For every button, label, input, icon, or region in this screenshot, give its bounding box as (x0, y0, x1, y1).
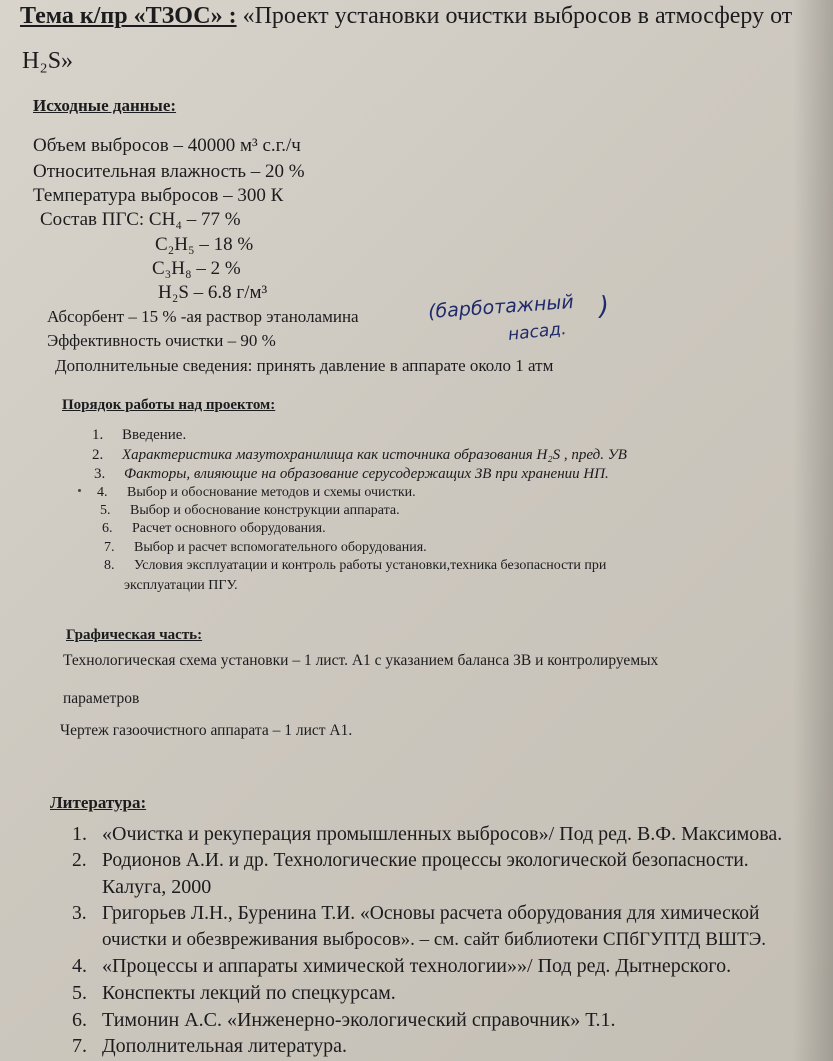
graphics-line-3: Чертеж газоочистного аппарата – 1 лист А1. (60, 722, 353, 739)
literature-item-5: 5. Конспекты лекций по спецкурсам. (72, 982, 396, 1004)
literature-heading: Литература: (50, 793, 147, 812)
literature-item-3: 3. Григорьев Л.Н., Буренина Т.И. «Основы расчета оборудования для химической (72, 903, 760, 924)
work-item-4: 4. Выбор и обоснование методов и схемы очистки. (97, 485, 416, 500)
handwritten-note-2: насад. (507, 318, 568, 346)
topic-label: Тема к/пр «ТЗОС» : (20, 3, 237, 29)
literature-item-2: 2. Родионов А.И. и др. Технологические процессы экологической безопасности. (72, 850, 749, 871)
title-line-1 (20, 3, 792, 30)
work-order-heading: Порядок работы над проектом: (62, 397, 276, 413)
work-item-1: 1. Введение. (92, 427, 187, 443)
graphics-line-2: параметров (63, 690, 140, 707)
additional-info: Дополнительные сведения: принять давление в аппарате около 1 атм (55, 356, 554, 375)
title-line-2: H₂S» (22, 48, 74, 74)
emission-volume: Объем выбросов – 40000 м³ с.г./ч (33, 135, 301, 156)
handwritten-paren: ) (595, 291, 611, 323)
literature-item-4: 4. «Процессы и аппараты химической технологии»»/ Под ред. Дытнерского. (72, 955, 732, 977)
composition-c3h8: C₃H₈ – 2 % (152, 258, 241, 279)
project-title: «Проект установки очистки выбросов в атмосферу от (242, 3, 793, 29)
work-item-6: 6. Расчет основного оборудования. (102, 521, 326, 536)
absorbent: Абсорбент – 15 % -ая раствор этаноламина (47, 307, 359, 326)
composition-ch4: Состав ПГС: CH₄ – 77 % (40, 209, 241, 230)
literature-item-3-cont: очистки и обезвреживания выбросов». – см. сайт библиотеки СПбГУПТД ВШТЭ. (102, 929, 766, 950)
literature-item-7: 7. Дополнительная литература. (72, 1035, 347, 1057)
composition-c2h5: C₂H₅ – 18 % (155, 234, 254, 255)
initial-data-heading: Исходные данные: (33, 96, 177, 115)
literature-item-2-cont: Калуга, 2000 (102, 876, 212, 898)
literature-item-6: 6. Тимонин А.С. «Инженерно-экологический справочник» Т.1. (72, 1009, 616, 1031)
graphics-line-1: Технологическая схема установки – 1 лист. А1 с указанием баланса ЗВ и контролируемых (63, 652, 659, 669)
work-item-8-cont: эксплуатации ПГУ. (124, 578, 238, 593)
composition-h2s: H₂S – 6.8 г/м³ (158, 282, 268, 303)
work-item-2: 2. Характеристика мазутохранилища как источника образования H₂S , пред. УВ (92, 447, 627, 463)
work-item-7: 7. Выбор и расчет вспомогательного оборудования. (104, 540, 427, 555)
relative-humidity: Относительная влажность – 20 % (33, 161, 305, 182)
handwritten-note-1: (барботажный (427, 290, 575, 324)
literature-item-1: 1. «Очистка и рекуперация промышленных выбросов»/ Под ред. В.Ф. Максимова. (72, 823, 783, 845)
cleaning-efficiency: Эффективность очистки – 90 % (47, 331, 276, 350)
page-shadow (793, 0, 833, 1061)
work-item-5: 5. Выбор и обоснование конструкции аппарата. (100, 503, 400, 518)
bullet-mark (78, 489, 81, 492)
emission-temperature: Температура выбросов – 300 К (33, 185, 284, 206)
work-item-3: 3. Факторы, влияющие на образование серусодержащих ЗВ при хранении НП. (94, 466, 609, 482)
work-item-8: 8. Условия эксплуатации и контроль работы установки,техника безопасности при (104, 558, 607, 573)
graphics-heading: Графическая часть: (66, 627, 203, 643)
